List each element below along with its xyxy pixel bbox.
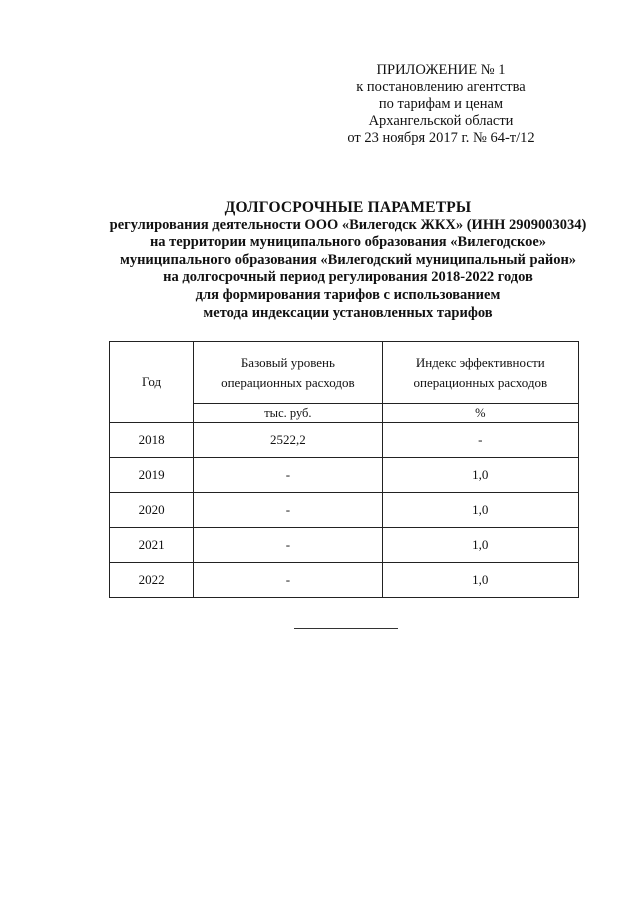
title-line: регулирования деятельности ООО «Вилегодск ЖКХ» (ИНН 2909003034) <box>109 216 587 233</box>
table-row <box>110 528 579 563</box>
cell-year: 2020 <box>110 493 194 528</box>
cell-index: 1,0 <box>382 493 578 528</box>
appendix-title: ПРИЛОЖЕНИЕ № 1 <box>376 62 506 78</box>
appendix-date-line: от 23 ноября 2017 г. № 64-т/12 <box>347 130 535 146</box>
cell-index: 1,0 <box>382 458 578 493</box>
cell-base: 2522,2 <box>194 423 382 458</box>
cell-year: 2022 <box>110 563 194 598</box>
cell-year: 2021 <box>110 528 194 563</box>
cell-year: 2019 <box>110 458 194 493</box>
cell-base: - <box>194 458 382 493</box>
cell-year: 2018 <box>110 423 194 458</box>
title-line: на территории муниципального образования «Вилегодское» <box>149 234 547 251</box>
cell-index: 1,0 <box>382 528 578 563</box>
header-index-line2: операционных расходов <box>413 374 548 390</box>
appendix-line: к постановлению агентства <box>356 79 526 95</box>
header-index-line1: Индекс эффективности <box>415 354 545 370</box>
cell-index: 1,0 <box>382 563 578 598</box>
appendix-line: по тарифам и ценам <box>378 96 504 112</box>
title-line: муниципального образования «Вилегодский муниципальный район» <box>119 251 577 268</box>
unit-index: % <box>382 404 578 423</box>
cell-base: - <box>194 493 382 528</box>
header-base-line1: Базовый уровень <box>240 354 335 370</box>
table-row <box>110 563 579 598</box>
table-row <box>110 423 579 458</box>
header-base-line2: операционных расходов <box>221 374 355 390</box>
title-line: метода индексации установленных тарифов <box>203 304 493 321</box>
header-year: Год <box>110 342 194 423</box>
table-header-row <box>110 342 579 404</box>
appendix-block <box>326 62 556 147</box>
document-title-block <box>60 199 636 322</box>
title-line: на долгосрочный период регулирования 2018-2022 годов <box>163 269 533 286</box>
table-row <box>110 493 579 528</box>
cell-base: - <box>194 563 382 598</box>
unit-base: тыс. руб. <box>194 404 382 423</box>
cell-index: - <box>382 423 578 458</box>
header-base-level <box>194 342 382 404</box>
cell-base: - <box>194 528 382 563</box>
title-line: для формирования тарифов с использованием <box>195 286 501 303</box>
parameters-table <box>109 341 579 598</box>
appendix-line: Архангельской области <box>368 113 514 129</box>
document-title: ДОЛГОСРОЧНЫЕ ПАРАМЕТРЫ <box>224 199 472 216</box>
table-row <box>110 458 579 493</box>
closing-divider-line <box>294 628 398 629</box>
header-efficiency-index <box>382 342 578 404</box>
